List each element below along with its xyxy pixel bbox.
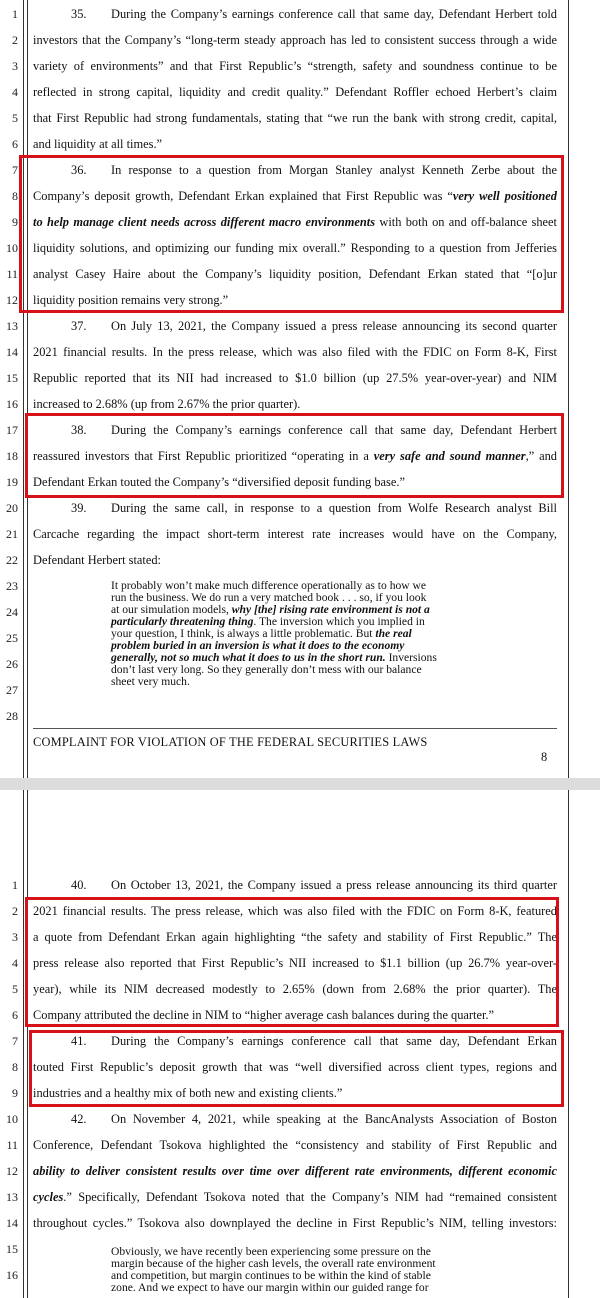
text-line: investors that the Company’s “long-term steady approach has led to consistent success through a wide <box>33 33 557 47</box>
line-number: 9 <box>12 215 18 229</box>
text-span: On July 13, 2021, the Company issued a press release announcing its second quarter <box>111 319 557 333</box>
line-number: 4 <box>12 85 18 99</box>
text-span: at our simulation models, <box>111 603 232 616</box>
text-span: On November 4, 2021, while speaking at the BancAnalysts Association of Boston <box>111 1112 557 1126</box>
text-line: Company attributed the decline in NIM to “higher average cash balances during the quarter.” <box>33 1008 495 1022</box>
highlight-box-paragraph-40 <box>25 897 559 1027</box>
line-number: 5 <box>12 982 18 996</box>
quote-line: sheet very much. <box>111 675 190 688</box>
text-line <box>33 1106 557 1132</box>
highlight-box-paragraph-41 <box>29 1030 564 1107</box>
emphasis-text: very safe and sound manner <box>373 449 526 463</box>
line-number: 14 <box>6 345 18 359</box>
text-span: On October 13, 2021, the Company issued a press release announcing its third quarter <box>111 878 557 892</box>
text-span: During the Company’s earnings conference call that same day, Defendant Herbert <box>111 423 557 437</box>
text-line: increased to 2.68% (up from 2.67% the prior quarter). <box>33 397 301 411</box>
line-number: 11 <box>6 267 18 281</box>
quote-line: Obviously, we have recently been experiencing some pressure on the <box>111 1245 431 1258</box>
line-number: 7 <box>12 163 18 177</box>
paragraph-number: 36. <box>71 163 87 177</box>
line-number: 10 <box>6 1112 18 1126</box>
line-number: 17 <box>6 423 18 437</box>
line-number: 15 <box>6 1242 18 1256</box>
line-number: 24 <box>6 605 18 619</box>
highlight-box-paragraph-38 <box>25 413 564 498</box>
text-line: Defendant Erkan touted the Company’s “diversified deposit funding base.” <box>33 475 405 489</box>
line-number: 16 <box>6 397 18 411</box>
line-number: 6 <box>12 137 18 151</box>
emphasis-text: why [the] rising rate environment is not a <box>231 603 430 616</box>
line-number: 20 <box>6 501 18 515</box>
text-span: In response to a question from Morgan Stanley analyst Kenneth Zerbe about the <box>111 163 557 177</box>
line-number: 25 <box>6 631 18 645</box>
text-line <box>33 313 557 339</box>
margin-rule <box>23 0 24 778</box>
margin-rule <box>27 790 28 1298</box>
page-gap <box>0 778 600 790</box>
line-number: 3 <box>12 59 18 73</box>
line-number: 22 <box>6 553 18 567</box>
quote-line: It probably won’t make much difference operationally as to how we <box>111 579 427 592</box>
line-number: 8 <box>12 189 18 203</box>
line-number: 13 <box>6 319 18 333</box>
paragraph-number: 37. <box>71 319 87 333</box>
line-number: 27 <box>6 683 18 697</box>
line-number: 18 <box>6 449 18 463</box>
emphasis-text: generally, not so much what it does to us in the short run. <box>111 651 386 664</box>
line-number: 19 <box>6 475 18 489</box>
line-number: 7 <box>12 1034 18 1048</box>
emphasis-text: the real <box>375 627 412 640</box>
text-line: ability to deliver consistent results over time over different rate environments, different economic <box>33 1164 557 1178</box>
text-line <box>33 495 557 521</box>
text-line: 2021 financial results. The press release, which was also filed with the FDIC on Form 8-K, featured <box>33 904 557 918</box>
line-number: 1 <box>12 7 18 21</box>
paragraph-number: 41. <box>71 1034 87 1048</box>
text-line: reflected in strong capital, liquidity and credit quality.” Defendant Roffler echoed Herbert’s claim <box>33 85 557 99</box>
text-line <box>33 1184 557 1210</box>
line-number: 10 <box>6 241 18 255</box>
paragraph-number: 39. <box>71 501 87 515</box>
line-number: 15 <box>6 371 18 385</box>
line-number: 5 <box>12 111 18 125</box>
line-number: 13 <box>6 1190 18 1204</box>
document-page-2 <box>0 790 600 1298</box>
text-line: liquidity position remains very strong.” <box>33 293 229 307</box>
emphasis-text: to help manage client needs across different macro environments <box>33 215 376 229</box>
text-span: .” Specifically, Defendant Tsokova noted that the Company’s NIM had “remained consistent <box>63 1190 557 1204</box>
line-number: 12 <box>6 293 18 307</box>
text-line: variety of environments” and that First Republic’s “strength, safety and soundness continue to be <box>33 59 557 73</box>
text-line: 2021 financial results. In the press release, which was also filed with the FDIC on Form 8-K, First <box>33 345 557 359</box>
quote-line: problem buried in an inversion is what it does to the economy <box>111 639 405 652</box>
text-line: Conference, Defendant Tsokova highlighted the “consistency and stability of First Republic and <box>33 1138 557 1152</box>
text-span: During the Company’s earnings conference call that same day, Defendant Herbert told <box>111 7 557 21</box>
text-span: your question, I think, is always a little problematic. But <box>111 627 376 640</box>
text-line: year), while its NIM decreased modestly to 2.65% (down from 2.68% the prior quarter). The <box>33 982 557 996</box>
emphasis-text: cycles <box>33 1190 64 1204</box>
paragraph-number: 42. <box>71 1112 87 1126</box>
line-number: 14 <box>6 1216 18 1230</box>
text-span: with both on and off-balance sheet <box>375 215 557 229</box>
line-number: 3 <box>12 930 18 944</box>
highlight-box-paragraph-36 <box>19 155 564 313</box>
line-number: 16 <box>6 1268 18 1282</box>
line-number: 26 <box>6 657 18 671</box>
emphasis-text: particularly threatening thing <box>111 615 254 628</box>
text-span: reassured investors that First Republic prioritized “operating in a <box>33 449 374 463</box>
text-line <box>33 872 557 898</box>
page-footer: COMPLAINT FOR VIOLATION OF THE FEDERAL SECURITIES LAWS <box>33 735 428 749</box>
text-line: a quote from Defendant Erkan again highlighting “the safety and stability of First Republic.” The <box>33 930 557 944</box>
line-number: 6 <box>12 1008 18 1022</box>
line-number: 4 <box>12 956 18 970</box>
page-number: 8 <box>541 750 548 764</box>
text-span: ,” and <box>525 449 557 463</box>
line-number: 28 <box>6 709 18 723</box>
paragraph-number: 40. <box>71 878 87 892</box>
text-line: liquidity solutions, and optimizing our funding mix overall.” Responding to a question from Jefferies <box>33 241 557 255</box>
line-number: 2 <box>12 904 18 918</box>
quote-line: margin because of the higher cash levels, the overall rate environment <box>111 1257 436 1270</box>
quote-line: don’t last very long. So they generally don’t mess with our balance <box>111 663 422 676</box>
text-span: During the same call, in response to a question from Wolfe Research analyst Bill <box>111 501 557 515</box>
margin-rule <box>23 790 24 1298</box>
text-span: During the Company’s earnings conference call that same day, Defendant Erkan <box>111 1034 557 1048</box>
line-number: 12 <box>6 1164 18 1178</box>
text-span: . The inversion which you implied in <box>253 615 425 628</box>
text-line: Republic reported that its NII had increased to $1.0 billion (up 27.5% year-over-year) and NIM <box>33 371 557 385</box>
line-number: 2 <box>12 33 18 47</box>
text-span: Inversions <box>385 651 437 664</box>
margin-rule <box>568 0 569 778</box>
footer-rule <box>33 728 557 729</box>
text-line: Defendant Herbert stated: <box>33 553 161 567</box>
text-line: Carcache regarding the impact short-term interest rate increases would have on the Company, <box>33 527 557 541</box>
paragraph-number: 38. <box>71 423 87 437</box>
text-line: and liquidity at all times.” <box>33 137 163 151</box>
text-line: press release also reported that First Republic’s NII increased to $1.1 billion (up 26.7% year-over- <box>33 956 557 970</box>
text-line: that First Republic had strong fundamentals, stating that “we run the bank with strong credit, capital, <box>33 111 557 125</box>
quote-line: zone. And we expect to have our margin within our guided range for <box>111 1281 429 1294</box>
text-line: throughout cycles.” Tsokova also downplayed the decline in First Republic’s NIM, telling investors: <box>33 1216 557 1230</box>
text-line: analyst Casey Haire about the Company’s liquidity position, Defendant Erkan stated that “[o]ur <box>33 267 557 281</box>
line-number: 11 <box>6 1138 18 1152</box>
line-number: 1 <box>12 878 18 892</box>
line-number: 8 <box>12 1060 18 1074</box>
margin-rule <box>27 0 28 778</box>
quote-line: run the business. We do run a very matched book . . . so, if you look <box>111 591 427 604</box>
line-number: 21 <box>6 527 18 541</box>
text-span: Company’s deposit growth, Defendant Erkan explained that First Republic was “ <box>33 189 453 203</box>
line-number: 23 <box>6 579 18 593</box>
text-line <box>33 1 557 27</box>
quote-line: and competition, but margin continues to be within the kind of stable <box>111 1269 431 1282</box>
emphasis-text: very well positioned <box>452 189 557 203</box>
paragraph-number: 35. <box>71 7 87 21</box>
margin-rule <box>568 790 569 1298</box>
line-number: 9 <box>12 1086 18 1100</box>
text-line: industries and a healthy mix of both new and existing clients.” <box>33 1086 343 1100</box>
text-line: touted First Republic’s deposit growth that was “well diversified across client types, regions and <box>33 1060 557 1074</box>
